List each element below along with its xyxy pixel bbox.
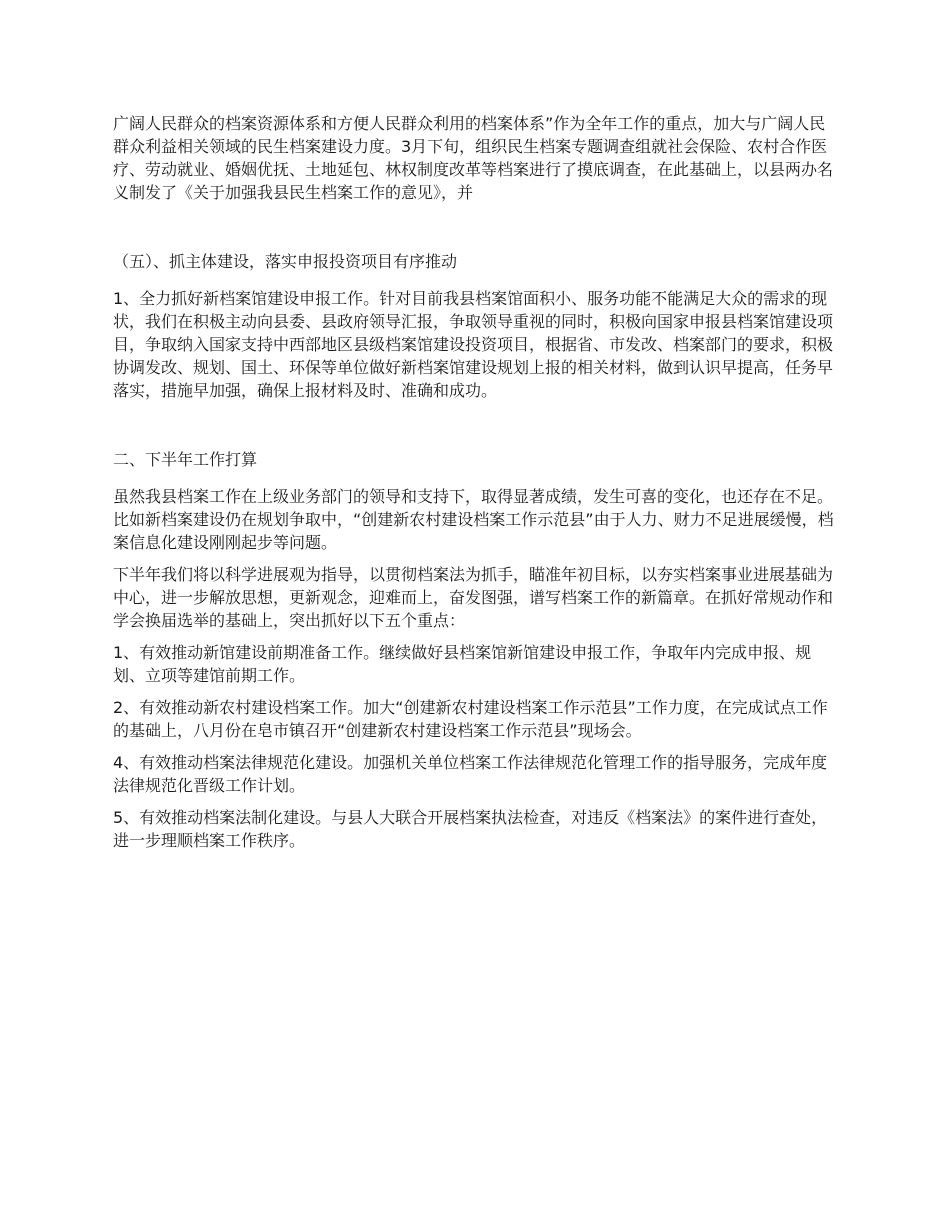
paragraph-archive-building-application: 1、全力抓好新档案馆建设申报工作。针对目前我县档案馆面积小、服务功能不能满足大众的需求的现状，我们在积极主动向县委、县政府领导汇报，争取领导重视的同时，积极向国家申报县档案馆建设项目，争取纳入国家支持中西部地区县级档案馆建设投资项目，根据省、市发改、档案部门的要求，积极协调发改、规划、国土、环保等单位做好新档案馆建设规划上报的相关材料，做到认识早提高，任务早落实，措施早加强，确保上报材料及时、准确和成功。 — [113, 289, 834, 400]
paragraph-shortcomings: 虽然我县档案工作在上级业务部门的领导和支持下，取得显著成绩，发生可喜的变化，也还存在不足。比如新档案建设仍在规划争取中，“创建新农村建设档案工作示范县”由于人力、财力不足进展缓慢，档案信息化建设刚刚起步等问题。 — [113, 487, 834, 552]
list-item-point-4: 4、有效推动档案法律规范化建设。加强机关单位档案工作法律规范化管理工作的指导服务，完成年度法律规范化晋级工作计划。 — [113, 753, 828, 795]
section-heading-second-half-plan: 二、下半年工作打算 — [113, 450, 258, 469]
section-heading-five: （五）、抓主体建设，落实申报投资项目有序推动 — [113, 252, 458, 271]
paragraph-intro-continuation: 广阔人民群众的档案资源体系和方便人民群众利用的档案体系”作为全年工作的重点，加大与广阔人民群众利益相关领域的民生档案建设力度。3月下旬，组织民生档案专题调查组就社会保险、农村合作医疗、劳动就业、婚姻优抚、土地延包、林权制度改革等档案进行了摸底调查，在此基础上，以县两办名义制发了《关于加强我县民生档案工作的意见》，并 — [113, 114, 834, 202]
document-body — [113, 112, 835, 861]
paragraph-second-half-guidance: 下半年我们将以科学进展观为指导，以贯彻档案法为抓手，瞄准年初目标，以夯实档案事业进展基础为中心，进一步解放思想，更新观念，迎难而上，奋发图强，谱写档案工作的新篇章。在抓好常规动作和学会换届选举的基础上，突出抓好以下五个重点： — [113, 565, 834, 630]
list-item-point-5: 5、有效推动档案法制化建设。与县人大联合开展档案执法检查，对违反《档案法》的案件进行查处，进一步理顺档案工作秩序。 — [113, 808, 828, 850]
list-item-point-1: 1、有效推动新馆建设前期准备工作。继续做好县档案馆新馆建设申报工作，争取年内完成申报、规划、立项等建馆前期工作。 — [113, 643, 812, 685]
list-item-point-2: 2、有效推动新农村建设档案工作。加大“创建新农村建设档案工作示范县”工作力度，在完成试点工作的基础上，八月份在皂市镇召开“创建新农村建设档案工作示范县”现场会。 — [113, 698, 828, 740]
